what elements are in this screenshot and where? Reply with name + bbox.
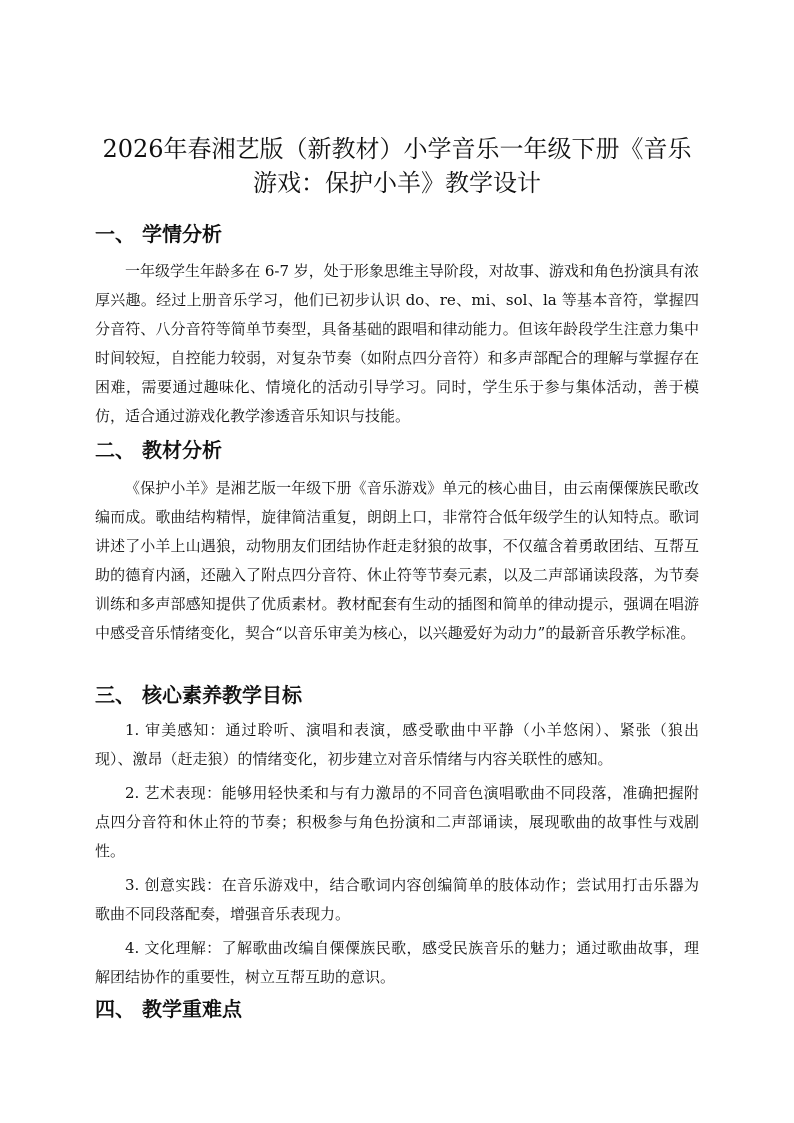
textbook-analysis-paragraph: 《保护小羊》是湘艺版一年级下册《音乐游戏》单元的核心曲目，由云南傈僳族民歌改编而成。歌曲结构精悍，旋律简洁重复，朗朗上口，非常符合低年级学生的认知特点。歌词讲述了小羊上山遇狼，动物朋友们团结协作赶走豺狼的故事，不仅蕴含着勇敢团结、互帮互助的德育内涵，还融入了附点四分音符、休止符等节奏元素，以及二声部诵读段落，为节奏训练和多声部感知提供了优质素材。教材配套有生动的插图和简单的律动提示，强调在唱游中感受音乐情绪变化，契合“以音乐审美为核心，以兴趣爱好为动力”的最新音乐教学标准。: [95, 479, 699, 642]
section-heading-textbook-analysis: 二、 教材分析: [95, 438, 222, 462]
learner-analysis-paragraph: 一年级学生年龄多在 6-7 岁，处于形象思维主导阶段，对故事、游戏和角色扮演具有浓厚兴趣。经过上册音乐学习，他们已初步认识 do、re、mi、sol、la 等基本音符，掌握四分音符、八分音符等简单节奏型，具备基础的跟唱和律动能力。但该年龄段学生注意力集中时间较短，自控能力较弱，对复杂节奏（如附点四分音符）和多声部配合的理解与掌握存在困难，需要通过趣味化、情境化的活动引导学习。同时，学生乐于参与集体活动，善于模仿，适合通过游戏化教学渗透音乐知识与技能。: [95, 262, 699, 425]
goal-cultural-understanding: 4. 文化理解：了解歌曲改编自傈僳族民歌，感受民族音乐的魅力；通过歌曲故事，理解团结协作的重要性，树立互帮互助的意识。: [95, 939, 699, 986]
goal-creative-practice: 3. 创意实践：在音乐游戏中，结合歌词内容创编简单的肢体动作；尝试用打击乐器为歌曲不同段落配奏，增强音乐表现力。: [95, 876, 699, 923]
section-heading-learner-analysis: 一、 学情分析: [95, 222, 222, 246]
goal-aesthetic-perception: 1. 审美感知：通过聆听、演唱和表演，感受歌曲中平静（小羊悠闲）、紧张（狼出现）、激昂（赶走狼）的情绪变化，初步建立对音乐情绪与内容关联性的感知。: [95, 721, 699, 768]
goal-artistic-expression: 2. 艺术表现：能够用轻快柔和与有力激昂的不同音色演唱歌曲不同段落，准确把握附点四分音符和休止符的节奏；积极参与角色扮演和二声部诵读，展现歌曲的故事性与戏剧性。: [95, 784, 699, 860]
document-title: 2026年春湘艺版（新教材）小学音乐一年级下册《音乐游戏：保护小羊》教学设计: [102, 135, 692, 197]
section-heading-key-difficulties: 四、 教学重难点: [95, 997, 242, 1021]
core-literacy-goals-list: [95, 716, 699, 997]
section-heading-core-literacy-goals: 三、 核心素养教学目标: [95, 683, 302, 707]
